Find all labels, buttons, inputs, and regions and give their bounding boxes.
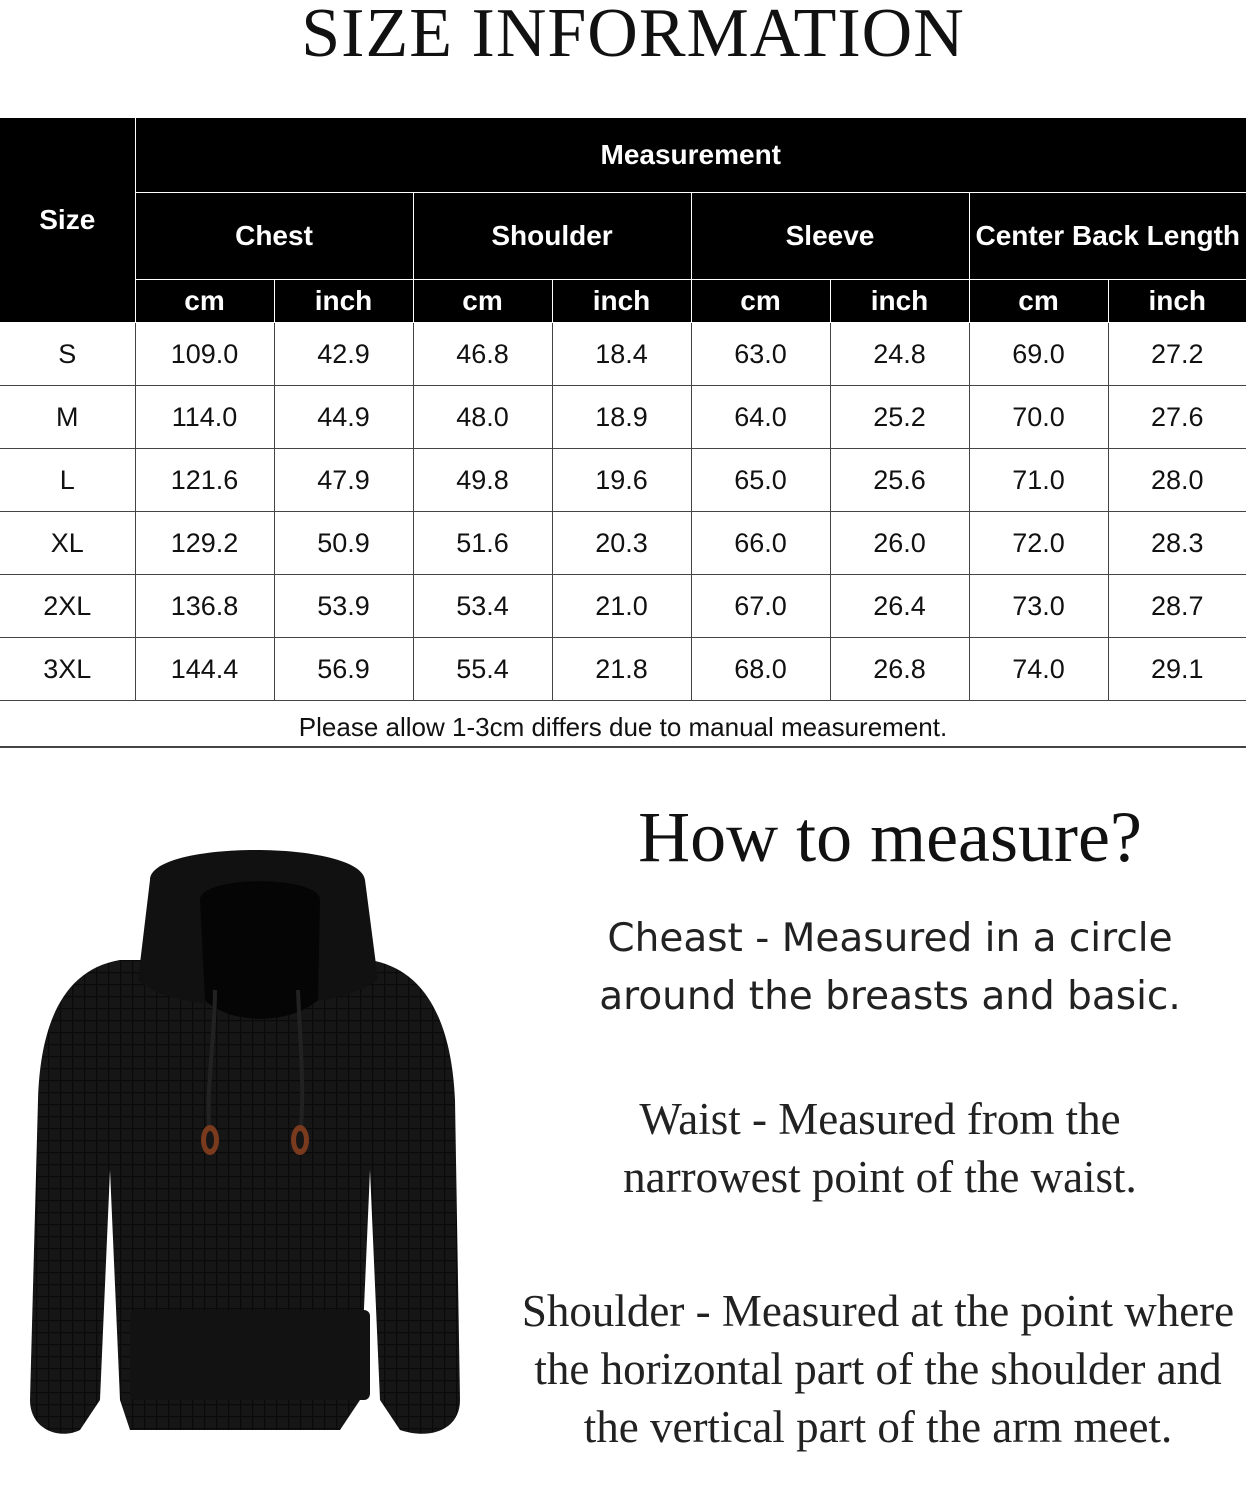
value-cell: 71.0: [969, 449, 1108, 512]
value-cell: 28.7: [1108, 575, 1246, 638]
value-cell: 27.6: [1108, 386, 1246, 449]
unit-header: cm: [691, 280, 830, 323]
value-cell: 21.8: [552, 638, 691, 701]
table-row: [0, 638, 1246, 701]
value-cell: 18.4: [552, 323, 691, 386]
size-cell: 2XL: [0, 575, 135, 638]
center-back-length-header: Center Back Length: [969, 193, 1246, 280]
value-cell: 129.2: [135, 512, 274, 575]
unit-header: cm: [135, 280, 274, 323]
size-cell: L: [0, 449, 135, 512]
value-cell: 26.4: [830, 575, 969, 638]
size-cell: XL: [0, 512, 135, 575]
value-cell: 67.0: [691, 575, 830, 638]
value-cell: 65.0: [691, 449, 830, 512]
value-cell: 18.9: [552, 386, 691, 449]
size-cell: 3XL: [0, 638, 135, 701]
waist-instruction: Waist - Measured from the narrowest point of the waist.: [623, 1094, 1137, 1202]
value-cell: 26.0: [830, 512, 969, 575]
value-cell: 109.0: [135, 323, 274, 386]
howto-title: How to measure?: [638, 797, 1142, 877]
value-cell: 28.3: [1108, 512, 1246, 575]
table-row: [0, 449, 1246, 512]
value-cell: 47.9: [274, 449, 413, 512]
value-cell: 48.0: [413, 386, 552, 449]
unit-header: cm: [969, 280, 1108, 323]
value-cell: 44.9: [274, 386, 413, 449]
unit-header: inch: [552, 280, 691, 323]
value-cell: 114.0: [135, 386, 274, 449]
value-cell: 42.9: [274, 323, 413, 386]
value-cell: 72.0: [969, 512, 1108, 575]
table-body: [0, 323, 1246, 701]
value-cell: 121.6: [135, 449, 274, 512]
value-cell: 24.8: [830, 323, 969, 386]
value-cell: 29.1: [1108, 638, 1246, 701]
value-cell: 136.8: [135, 575, 274, 638]
shoulder-header: Shoulder: [413, 193, 691, 280]
table-row: [0, 323, 1246, 386]
value-cell: 68.0: [691, 638, 830, 701]
chest-instruction: Cheast - Measured in a circle around the breasts and basic.: [599, 916, 1181, 1019]
measurement-header: Measurement: [135, 118, 1246, 193]
value-cell: 46.8: [413, 323, 552, 386]
hoodie-body: [30, 850, 460, 1434]
value-cell: 55.4: [413, 638, 552, 701]
value-cell: 49.8: [413, 449, 552, 512]
value-cell: 25.2: [830, 386, 969, 449]
table-row: [0, 386, 1246, 449]
value-cell: 28.0: [1108, 449, 1246, 512]
value-cell: 66.0: [691, 512, 830, 575]
sleeve-header: Sleeve: [691, 193, 969, 280]
table-row: [0, 512, 1246, 575]
size-cell: M: [0, 386, 135, 449]
size-cell: S: [0, 323, 135, 386]
value-cell: 53.9: [274, 575, 413, 638]
value-cell: 21.0: [552, 575, 691, 638]
unit-header: inch: [274, 280, 413, 323]
value-cell: 26.8: [830, 638, 969, 701]
value-cell: 50.9: [274, 512, 413, 575]
table-row: [0, 575, 1246, 638]
size-header: Size: [0, 118, 135, 323]
shoulder-instruction: Shoulder - Measured at the point where the horizontal part of the shoulder and the vertical part of the arm meet.: [521, 1286, 1235, 1452]
value-cell: 19.6: [552, 449, 691, 512]
value-cell: 69.0: [969, 323, 1108, 386]
size-table: [0, 118, 1246, 701]
value-cell: 51.6: [413, 512, 552, 575]
chest-header: Chest: [135, 193, 413, 280]
value-cell: 63.0: [691, 323, 830, 386]
page-title: SIZE INFORMATION: [301, 0, 965, 72]
value-cell: 74.0: [969, 638, 1108, 701]
value-cell: 56.9: [274, 638, 413, 701]
unit-header: cm: [413, 280, 552, 323]
value-cell: 144.4: [135, 638, 274, 701]
value-cell: 70.0: [969, 386, 1108, 449]
value-cell: 25.6: [830, 449, 969, 512]
value-cell: 53.4: [413, 575, 552, 638]
value-cell: 27.2: [1108, 323, 1246, 386]
value-cell: 64.0: [691, 386, 830, 449]
unit-header: inch: [830, 280, 969, 323]
measurement-note: Please allow 1-3cm differs due to manual measurement.: [0, 706, 1246, 748]
value-cell: 73.0: [969, 575, 1108, 638]
unit-header: inch: [1108, 280, 1246, 323]
value-cell: 20.3: [552, 512, 691, 575]
hoodie-illustration: [0, 840, 500, 1460]
